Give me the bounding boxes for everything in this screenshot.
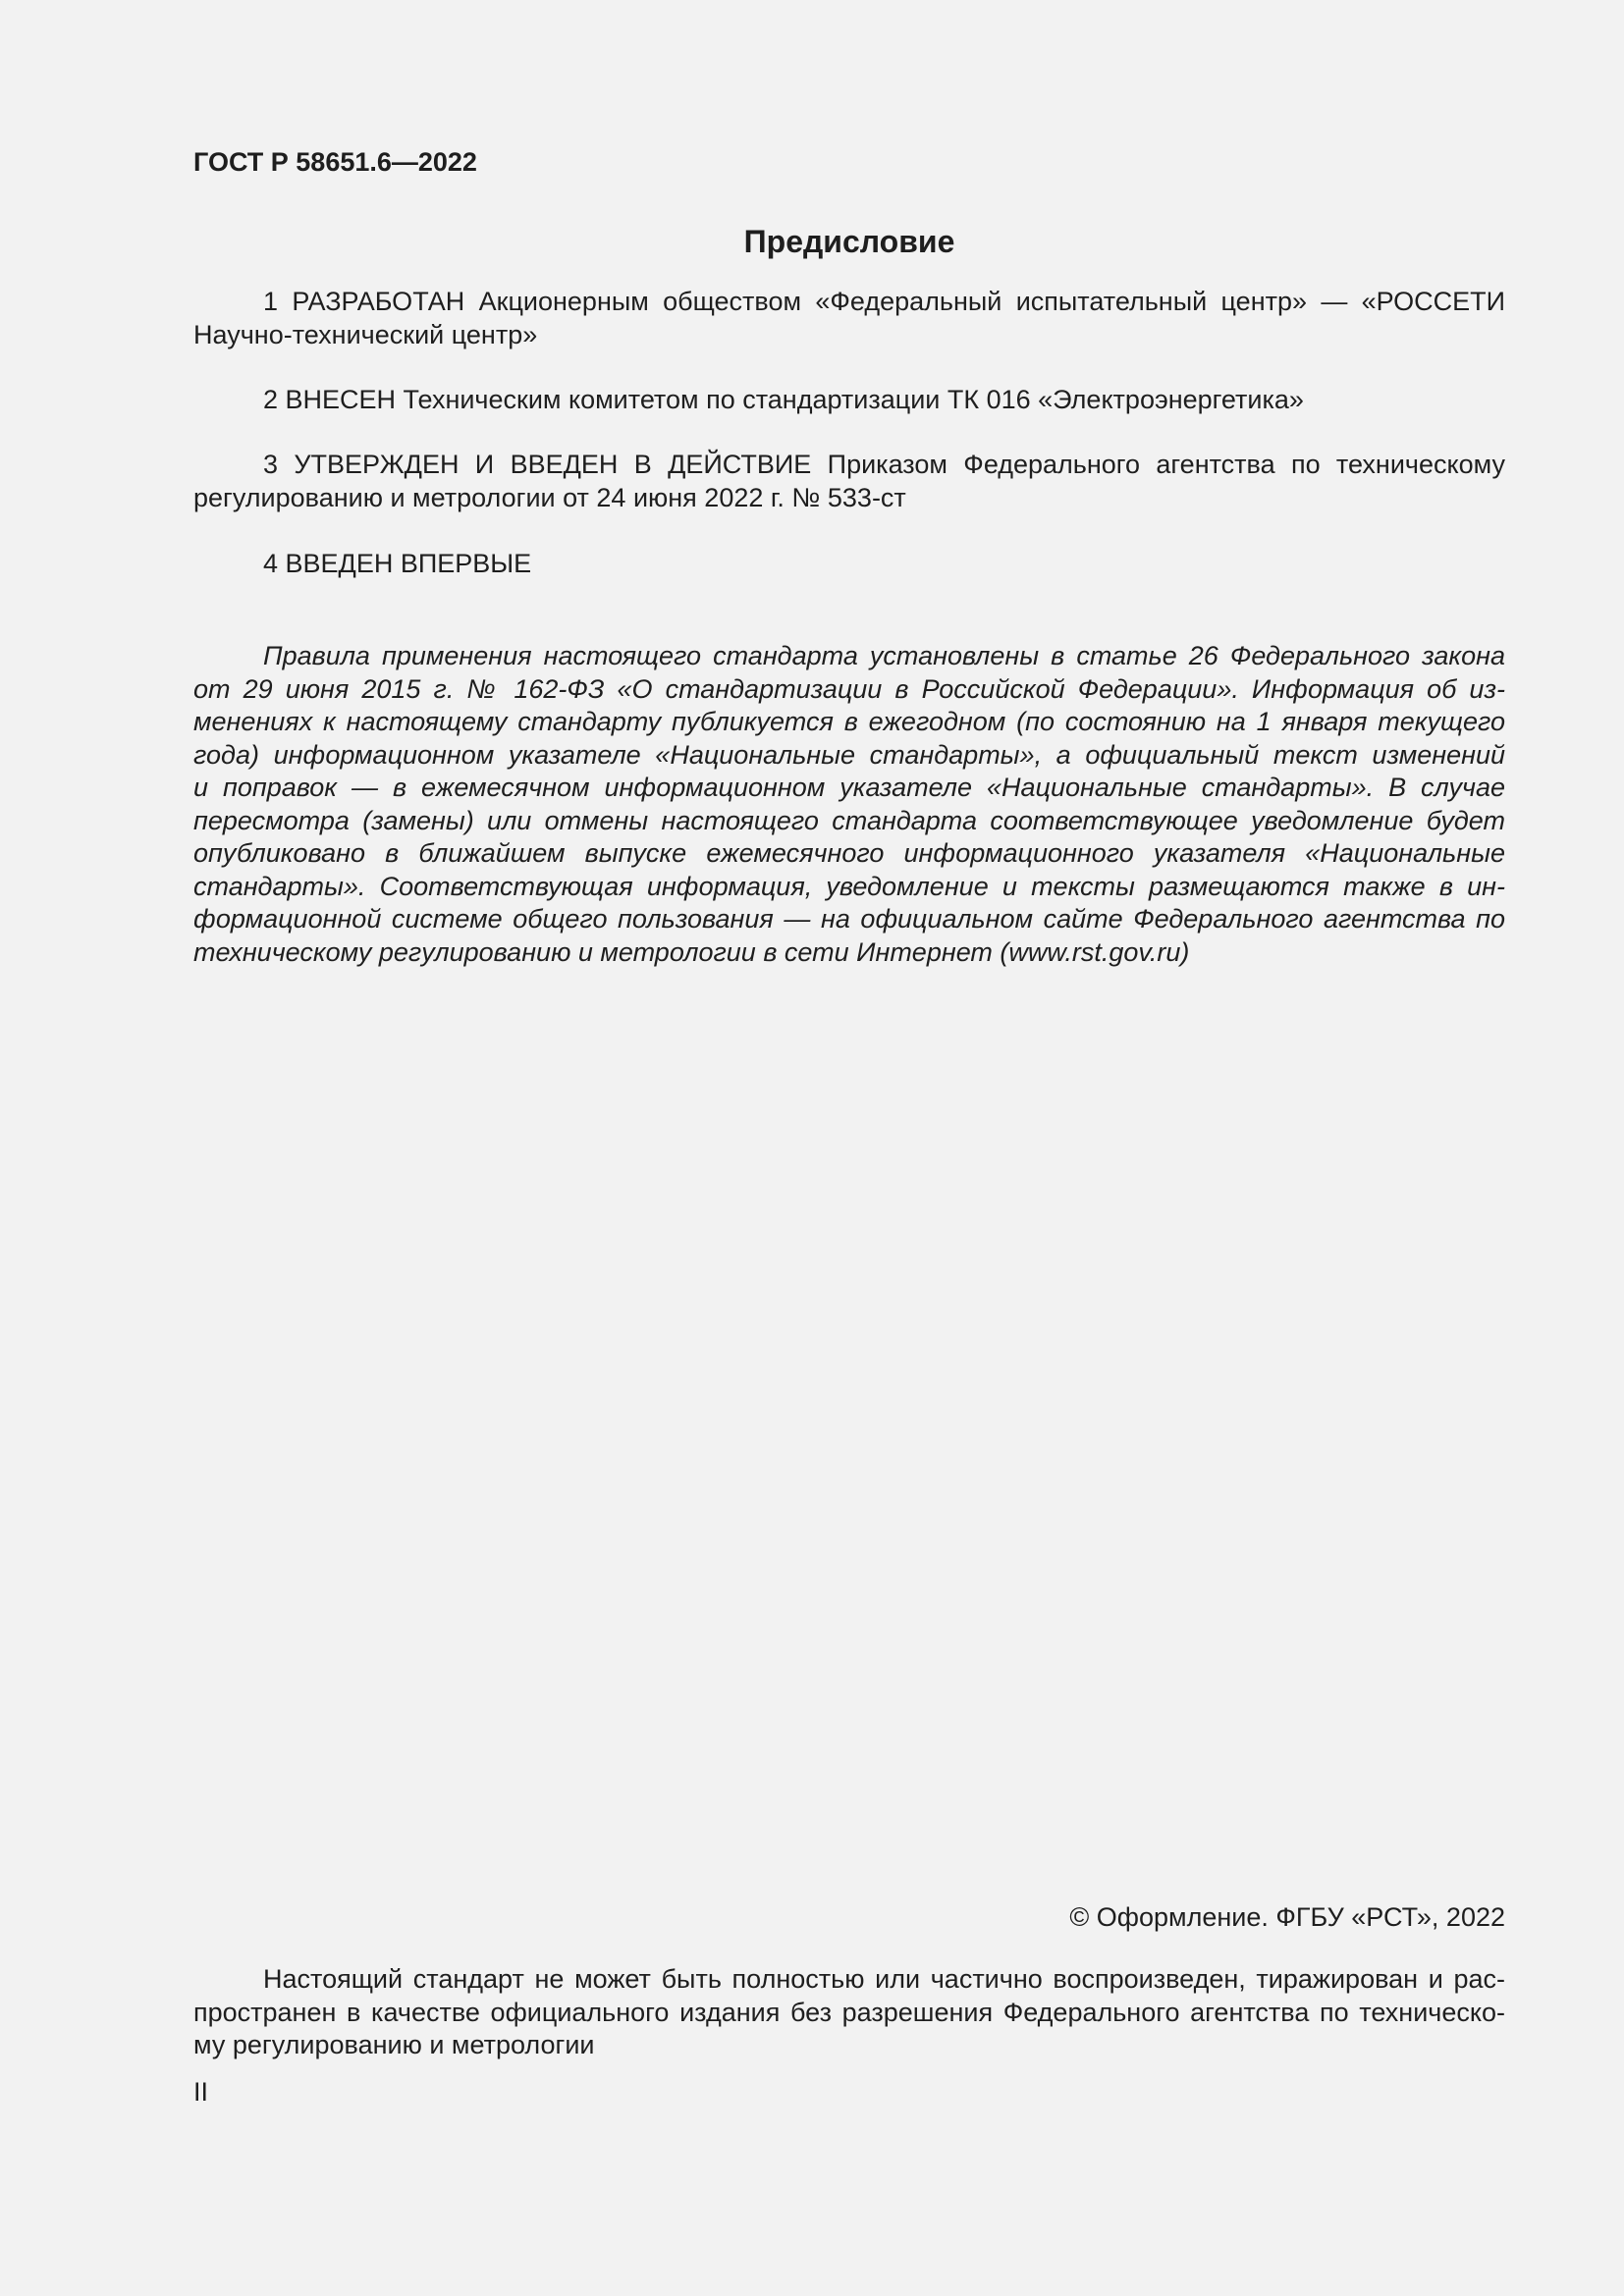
text-line: пересмотра (замены) или отмены настоящего стандарта соответствующее уведомление будет bbox=[193, 805, 1505, 835]
text-line: формационной системе общего пользования — на официальном сайте Федерального агентства по bbox=[193, 904, 1505, 934]
text-line: му регулированию и метрологии bbox=[193, 2030, 595, 2059]
reproduction-notice bbox=[193, 1963, 1505, 2062]
page-number: II bbox=[193, 2077, 209, 2107]
text-line: 2 ВНЕСЕН Техническим комитетом по стандартизации ТК 016 «Электроэнергетика» bbox=[263, 385, 1304, 414]
text-line: Научно-технический центр» bbox=[193, 319, 538, 349]
text-line: регулированию и метрологии от 24 июня 2022 г. № 533-ст bbox=[193, 482, 906, 512]
text-line: и поправок — в ежемесячном информационном указателе «Национальные стандарты». В случае bbox=[193, 773, 1505, 802]
document-code: ГОСТ Р 58651.6—2022 bbox=[193, 147, 477, 177]
page-title: Предисловие bbox=[743, 224, 955, 259]
copyright-notice: © Оформление. ФГБУ «РСТ», 2022 bbox=[1069, 1902, 1505, 1932]
text-line: года) информационном указателе «Национальные стандарты», а официальный текст изменений bbox=[193, 739, 1505, 770]
text-line: техническому регулированию и метрологии в сети Интернет (www.rst.gov.ru) bbox=[193, 936, 1190, 967]
application-rules-paragraph bbox=[193, 640, 1505, 969]
foreword-item-introduced bbox=[193, 548, 1505, 581]
text-line: Настоящий стандарт не может быть полностью или частично воспроизведен, тиражирован и рас- bbox=[263, 1964, 1505, 1994]
foreword-item-submitted bbox=[193, 384, 1505, 417]
text-line: 1 РАЗРАБОТАН Акционерным обществом «Федеральный испытательный центр» — «РОССЕТИ bbox=[263, 287, 1505, 316]
text-line: 3 УТВЕРЖДЕН И ВВЕДЕН В ДЕЙСТВИЕ Приказом Федерального агентства по техническому bbox=[263, 450, 1505, 479]
text-line: менениях к настоящему стандарту публикуется в ежегодном (по состоянию на 1 января текущего bbox=[193, 707, 1505, 736]
foreword-item-developed bbox=[193, 286, 1505, 351]
text-line: от 29 июня 2015 г. № 162-ФЗ «О стандартизации в Российской Федерации». Информация об из- bbox=[193, 673, 1505, 704]
text-line: пространен в качестве официального издания без разрешения Федерального агентства по техническо- bbox=[193, 1997, 1505, 2027]
foreword-item-approved bbox=[193, 449, 1505, 514]
text-line: Правила применения настоящего стандарта установлены в статье 26 Федерального закона bbox=[263, 641, 1505, 670]
text-line: опубликовано в ближайшем выпуске ежемесячного информационного указателя «Национальные bbox=[193, 838, 1505, 868]
text-line: 4 ВВЕДЕН ВПЕРВЫЕ bbox=[263, 549, 532, 578]
text-line: стандарты». Соответствующая информация, уведомление и тексты размещаются также в ин- bbox=[193, 871, 1505, 901]
